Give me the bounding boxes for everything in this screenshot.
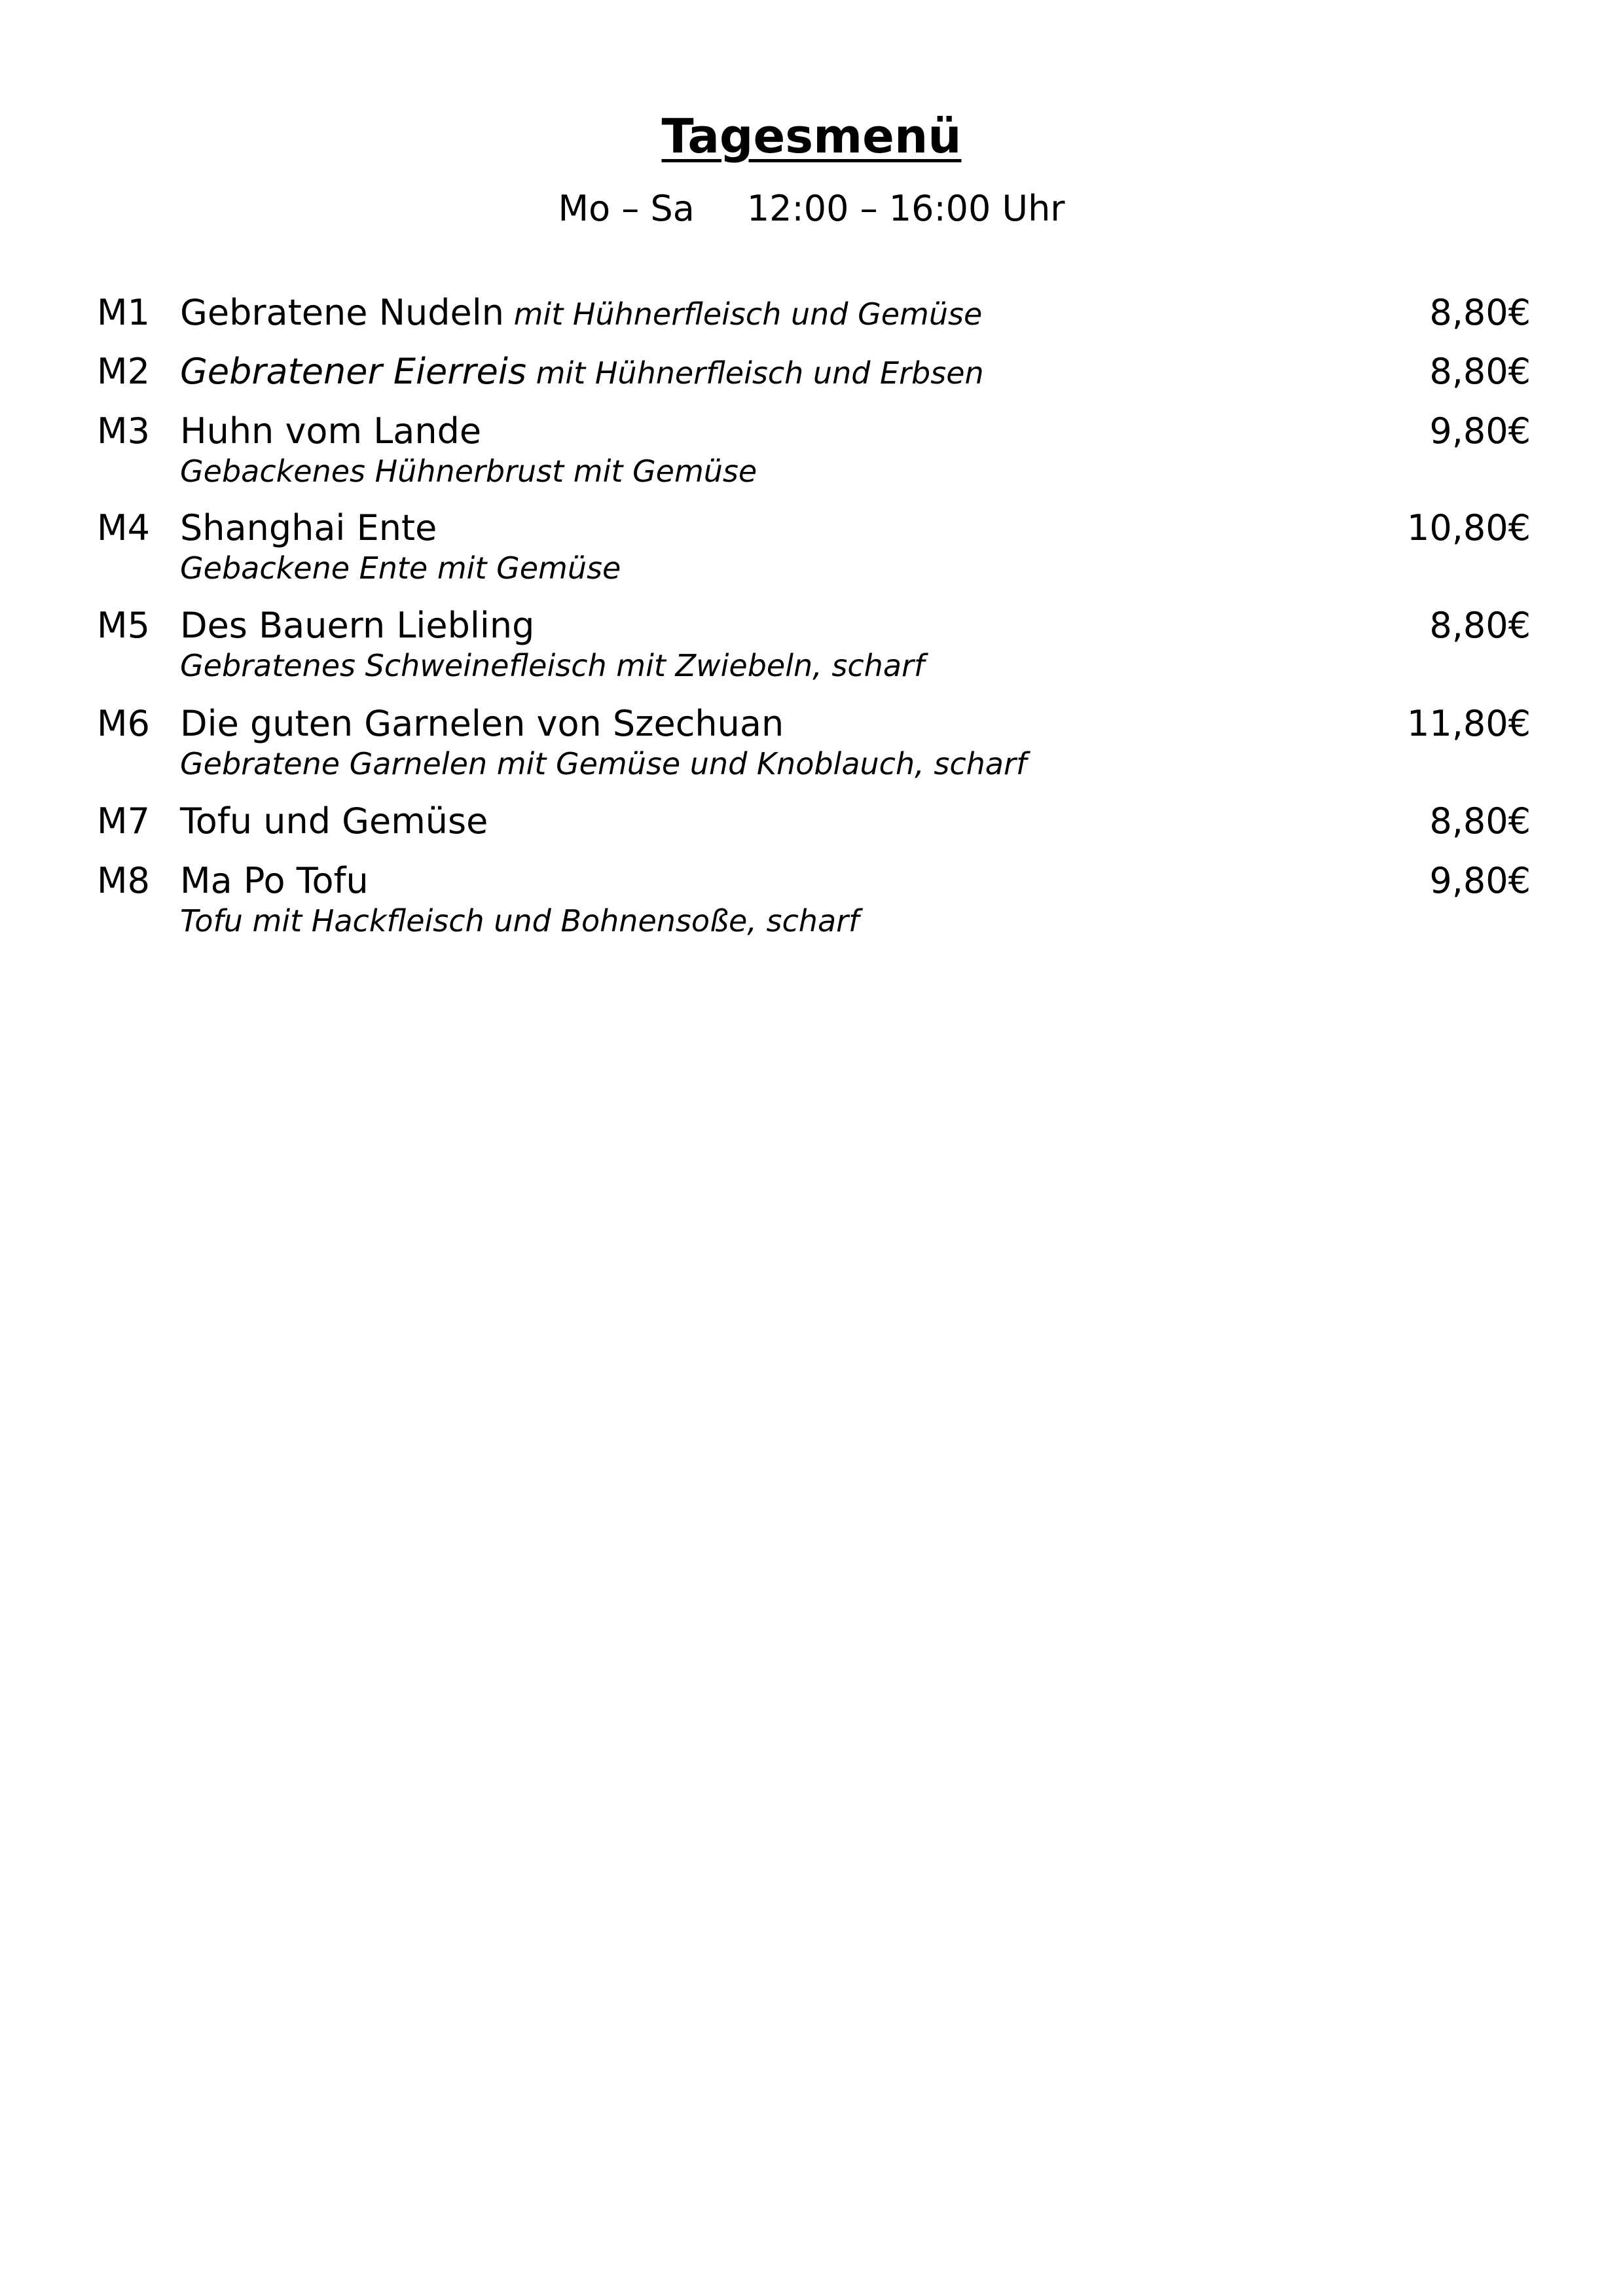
item-name: Gebratener Eierreis — [180, 351, 526, 392]
item-name-line — [180, 293, 982, 332]
item-name-line — [180, 352, 984, 391]
item-description: Gebackenes Hühnerbrust mit Gemüse — [180, 454, 757, 489]
item-price: 9,80€ — [1429, 410, 1531, 452]
item-code: M8 — [97, 860, 150, 901]
item-price: 11,80€ — [1407, 703, 1531, 744]
item-code: M1 — [97, 292, 150, 333]
opening-days: Mo – Sa — [558, 188, 695, 229]
item-price: 8,80€ — [1429, 292, 1531, 333]
item-name: Shanghai Ente — [180, 507, 437, 548]
item-name-line — [180, 606, 534, 645]
item-name-suffix: mit Hühnerfleisch und Erbsen — [526, 355, 984, 391]
item-name-line — [180, 802, 488, 840]
opening-hours — [0, 188, 1623, 229]
item-price: 9,80€ — [1429, 860, 1531, 901]
item-name-suffix: mit Hühnerfleisch und Gemüse — [504, 296, 983, 332]
item-code: M7 — [97, 800, 150, 842]
item-price: 10,80€ — [1407, 507, 1531, 548]
item-price: 8,80€ — [1429, 605, 1531, 646]
opening-time: 12:00 – 16:00 Uhr — [746, 188, 1065, 229]
item-name: Des Bauern Liebling — [180, 605, 535, 646]
item-code: M3 — [97, 410, 150, 452]
item-description: Gebackene Ente mit Gemüse — [180, 550, 621, 586]
item-name: Die guten Garnelen von Szechuan — [180, 703, 784, 744]
page-title: Tagesmenü — [661, 109, 962, 164]
item-name-line — [180, 704, 784, 743]
item-price: 8,80€ — [1429, 800, 1531, 842]
item-description: Tofu mit Hackfleisch und Bohnensoße, scharf — [180, 903, 860, 939]
item-description: Gebratenes Schweinefleisch mit Zwiebeln, scharf — [180, 648, 925, 683]
item-description: Gebratene Garnelen mit Gemüse und Knoblauch, scharf — [180, 746, 1027, 781]
item-name-line — [180, 412, 481, 450]
item-name-line — [180, 509, 437, 547]
item-name: Ma Po Tofu — [180, 860, 369, 901]
item-code: M2 — [97, 351, 150, 392]
item-name: Gebratene Nudeln — [180, 292, 504, 333]
item-price: 8,80€ — [1429, 351, 1531, 392]
item-code: M6 — [97, 703, 150, 744]
item-code: M5 — [97, 605, 150, 646]
item-name: Huhn vom Lande — [180, 410, 482, 452]
item-name-line — [180, 861, 369, 900]
item-name: Tofu und Gemüse — [180, 800, 488, 842]
item-code: M4 — [97, 507, 150, 548]
